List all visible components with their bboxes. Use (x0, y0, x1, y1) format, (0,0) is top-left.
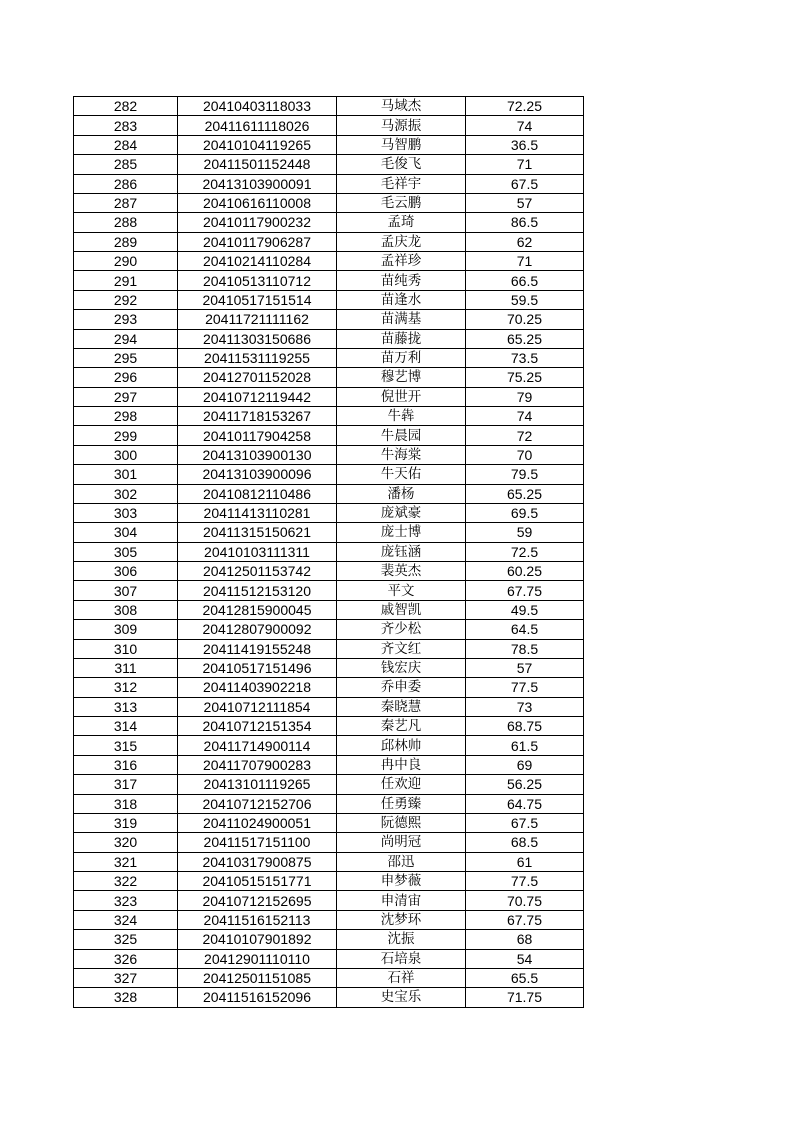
seq-number-cell: 311 (74, 658, 178, 677)
seq-number-cell: 299 (74, 426, 178, 445)
table-row (74, 600, 584, 619)
seq-number-cell: 296 (74, 368, 178, 387)
seq-number-cell: 320 (74, 833, 178, 852)
candidate-id-cell: 20413103900130 (178, 445, 337, 464)
table-row (74, 910, 584, 929)
candidate-name-cell: 牛海棠 (337, 445, 466, 464)
candidate-id-cell: 20410616110008 (178, 193, 337, 212)
candidate-id-cell: 20411611118026 (178, 116, 337, 135)
candidate-id-cell: 20410712119442 (178, 387, 337, 406)
candidate-name-cell: 马源振 (337, 116, 466, 135)
candidate-id-cell: 20411531119255 (178, 348, 337, 367)
seq-number-cell: 285 (74, 155, 178, 174)
table-row (74, 891, 584, 910)
candidate-name-cell: 戚智凯 (337, 600, 466, 619)
score-cell: 71.75 (466, 988, 584, 1007)
candidate-name-cell: 秦艺凡 (337, 717, 466, 736)
candidate-id-cell: 20411413110281 (178, 503, 337, 522)
seq-number-cell: 308 (74, 600, 178, 619)
score-cell: 59 (466, 523, 584, 542)
seq-number-cell: 288 (74, 213, 178, 232)
score-cell: 65.5 (466, 968, 584, 987)
candidate-id-cell: 20412807900092 (178, 620, 337, 639)
score-cell: 65.25 (466, 484, 584, 503)
score-cell: 54 (466, 949, 584, 968)
candidate-name-cell: 倪世开 (337, 387, 466, 406)
candidate-id-cell: 20410103111311 (178, 542, 337, 561)
seq-number-cell: 284 (74, 135, 178, 154)
candidate-name-cell: 毛祥宇 (337, 174, 466, 193)
table-row (74, 813, 584, 832)
seq-number-cell: 294 (74, 329, 178, 348)
candidate-id-cell: 20410117904258 (178, 426, 337, 445)
candidate-name-cell: 穆艺博 (337, 368, 466, 387)
table-row (74, 620, 584, 639)
candidate-name-cell: 任勇臻 (337, 794, 466, 813)
candidate-name-cell: 牛晨园 (337, 426, 466, 445)
score-table (73, 96, 584, 1008)
candidate-name-cell: 孟庆龙 (337, 232, 466, 251)
candidate-id-cell: 20410712111854 (178, 697, 337, 716)
table-row (74, 852, 584, 871)
seq-number-cell: 307 (74, 581, 178, 600)
candidate-id-cell: 20411024900051 (178, 813, 337, 832)
score-cell: 75.25 (466, 368, 584, 387)
table-row (74, 407, 584, 426)
candidate-id-cell: 20410117906287 (178, 232, 337, 251)
candidate-name-cell: 任欢迎 (337, 775, 466, 794)
score-cell: 86.5 (466, 213, 584, 232)
candidate-id-cell: 20411403902218 (178, 678, 337, 697)
candidate-name-cell: 沈梦环 (337, 910, 466, 929)
table-row (74, 465, 584, 484)
candidate-id-cell: 20412501153742 (178, 562, 337, 581)
table-row (74, 232, 584, 251)
candidate-name-cell: 马域杰 (337, 97, 466, 116)
candidate-id-cell: 20410515151771 (178, 872, 337, 891)
candidate-name-cell: 沈振 (337, 930, 466, 949)
table-row (74, 252, 584, 271)
table-row (74, 542, 584, 561)
candidate-id-cell: 20413101119265 (178, 775, 337, 794)
seq-number-cell: 302 (74, 484, 178, 503)
table-row (74, 193, 584, 212)
candidate-name-cell: 庞钰涵 (337, 542, 466, 561)
candidate-name-cell: 马智鹏 (337, 135, 466, 154)
candidate-name-cell: 毛俊飞 (337, 155, 466, 174)
table-row (74, 484, 584, 503)
score-cell: 74 (466, 407, 584, 426)
candidate-id-cell: 20411303150686 (178, 329, 337, 348)
table-row (74, 387, 584, 406)
seq-number-cell: 310 (74, 639, 178, 658)
candidate-id-cell: 20411516152096 (178, 988, 337, 1007)
seq-number-cell: 287 (74, 193, 178, 212)
score-cell: 70.25 (466, 310, 584, 329)
candidate-id-cell: 20412815900045 (178, 600, 337, 619)
score-cell: 67.75 (466, 910, 584, 929)
table-row (74, 678, 584, 697)
candidate-name-cell: 苗万利 (337, 348, 466, 367)
seq-number-cell: 316 (74, 755, 178, 774)
table-row (74, 988, 584, 1007)
candidate-name-cell: 齐少松 (337, 620, 466, 639)
candidate-name-cell: 苗满基 (337, 310, 466, 329)
table-row (74, 523, 584, 542)
candidate-id-cell: 20412701152028 (178, 368, 337, 387)
table-row (74, 697, 584, 716)
candidate-name-cell: 尚明冠 (337, 833, 466, 852)
score-cell: 67.5 (466, 174, 584, 193)
candidate-name-cell: 苗纯秀 (337, 271, 466, 290)
candidate-id-cell: 20410517151496 (178, 658, 337, 677)
seq-number-cell: 298 (74, 407, 178, 426)
candidate-id-cell: 20410317900875 (178, 852, 337, 871)
score-cell: 73 (466, 697, 584, 716)
table-row (74, 155, 584, 174)
seq-number-cell: 286 (74, 174, 178, 193)
seq-number-cell: 312 (74, 678, 178, 697)
seq-number-cell: 295 (74, 348, 178, 367)
seq-number-cell: 325 (74, 930, 178, 949)
score-cell: 59.5 (466, 290, 584, 309)
table-row (74, 213, 584, 232)
candidate-id-cell: 20413103900091 (178, 174, 337, 193)
candidate-id-cell: 20411721111162 (178, 310, 337, 329)
candidate-id-cell: 20411512153120 (178, 581, 337, 600)
table-row (74, 639, 584, 658)
score-cell: 74 (466, 116, 584, 135)
candidate-name-cell: 齐文红 (337, 639, 466, 658)
candidate-id-cell: 20410214110284 (178, 252, 337, 271)
score-cell: 69.5 (466, 503, 584, 522)
score-cell: 77.5 (466, 678, 584, 697)
candidate-name-cell: 申清宙 (337, 891, 466, 910)
candidate-name-cell: 秦晓慧 (337, 697, 466, 716)
score-cell: 69 (466, 755, 584, 774)
seq-number-cell: 327 (74, 968, 178, 987)
table-row (74, 775, 584, 794)
table-row (74, 426, 584, 445)
score-cell: 79 (466, 387, 584, 406)
candidate-id-cell: 20410712152706 (178, 794, 337, 813)
table-row (74, 329, 584, 348)
score-cell: 64.5 (466, 620, 584, 639)
seq-number-cell: 291 (74, 271, 178, 290)
table-row (74, 135, 584, 154)
candidate-name-cell: 庞斌豪 (337, 503, 466, 522)
candidate-name-cell: 邵迅 (337, 852, 466, 871)
table-row (74, 562, 584, 581)
table-row (74, 930, 584, 949)
seq-number-cell: 293 (74, 310, 178, 329)
score-cell: 72.5 (466, 542, 584, 561)
candidate-id-cell: 20413103900096 (178, 465, 337, 484)
seq-number-cell: 309 (74, 620, 178, 639)
seq-number-cell: 301 (74, 465, 178, 484)
score-cell: 78.5 (466, 639, 584, 658)
table-row (74, 97, 584, 116)
candidate-name-cell: 冉中良 (337, 755, 466, 774)
seq-number-cell: 323 (74, 891, 178, 910)
table-row (74, 174, 584, 193)
table-row (74, 717, 584, 736)
seq-number-cell: 292 (74, 290, 178, 309)
seq-number-cell: 321 (74, 852, 178, 871)
seq-number-cell: 314 (74, 717, 178, 736)
seq-number-cell: 319 (74, 813, 178, 832)
candidate-name-cell: 史宝乐 (337, 988, 466, 1007)
candidate-id-cell: 20410812110486 (178, 484, 337, 503)
seq-number-cell: 290 (74, 252, 178, 271)
seq-number-cell: 324 (74, 910, 178, 929)
seq-number-cell: 326 (74, 949, 178, 968)
candidate-id-cell: 20410104119265 (178, 135, 337, 154)
score-cell: 70.75 (466, 891, 584, 910)
score-cell: 79.5 (466, 465, 584, 484)
score-cell: 70 (466, 445, 584, 464)
candidate-id-cell: 20410513110712 (178, 271, 337, 290)
candidate-id-cell: 20411516152113 (178, 910, 337, 929)
seq-number-cell: 305 (74, 542, 178, 561)
score-cell: 36.5 (466, 135, 584, 154)
score-cell: 65.25 (466, 329, 584, 348)
seq-number-cell: 315 (74, 736, 178, 755)
candidate-name-cell: 牛犇 (337, 407, 466, 426)
candidate-id-cell: 20410107901892 (178, 930, 337, 949)
table-row (74, 833, 584, 852)
seq-number-cell: 300 (74, 445, 178, 464)
candidate-name-cell: 潘杨 (337, 484, 466, 503)
seq-number-cell: 318 (74, 794, 178, 813)
candidate-name-cell: 裴英杰 (337, 562, 466, 581)
candidate-name-cell: 邱林帅 (337, 736, 466, 755)
score-cell: 71 (466, 252, 584, 271)
score-cell: 49.5 (466, 600, 584, 619)
seq-number-cell: 328 (74, 988, 178, 1007)
score-cell: 77.5 (466, 872, 584, 891)
score-cell: 68.75 (466, 717, 584, 736)
score-cell: 60.25 (466, 562, 584, 581)
table-row (74, 658, 584, 677)
candidate-name-cell: 苗藤拢 (337, 329, 466, 348)
candidate-id-cell: 20412501151085 (178, 968, 337, 987)
candidate-name-cell: 钱宏庆 (337, 658, 466, 677)
candidate-id-cell: 20411419155248 (178, 639, 337, 658)
seq-number-cell: 317 (74, 775, 178, 794)
candidate-id-cell: 20411707900283 (178, 755, 337, 774)
candidate-name-cell: 苗逢水 (337, 290, 466, 309)
candidate-name-cell: 孟琦 (337, 213, 466, 232)
seq-number-cell: 282 (74, 97, 178, 116)
candidate-name-cell: 石祥 (337, 968, 466, 987)
table-row (74, 271, 584, 290)
candidate-id-cell: 20411714900114 (178, 736, 337, 755)
table-row (74, 949, 584, 968)
score-cell: 61.5 (466, 736, 584, 755)
candidate-name-cell: 石培泉 (337, 949, 466, 968)
table-row (74, 290, 584, 309)
candidate-id-cell: 20411517151100 (178, 833, 337, 852)
candidate-id-cell: 20410517151514 (178, 290, 337, 309)
table-row (74, 503, 584, 522)
candidate-name-cell: 乔申委 (337, 678, 466, 697)
seq-number-cell: 297 (74, 387, 178, 406)
seq-number-cell: 306 (74, 562, 178, 581)
candidate-name-cell: 阮德熙 (337, 813, 466, 832)
score-table-body (74, 97, 584, 1008)
score-cell: 66.5 (466, 271, 584, 290)
seq-number-cell: 322 (74, 872, 178, 891)
candidate-name-cell: 平文 (337, 581, 466, 600)
candidate-id-cell: 20410712152695 (178, 891, 337, 910)
candidate-name-cell: 牛天佑 (337, 465, 466, 484)
score-cell: 67.75 (466, 581, 584, 600)
score-cell: 68 (466, 930, 584, 949)
seq-number-cell: 283 (74, 116, 178, 135)
candidate-id-cell: 20410712151354 (178, 717, 337, 736)
candidate-name-cell: 孟祥珍 (337, 252, 466, 271)
score-cell: 61 (466, 852, 584, 871)
seq-number-cell: 303 (74, 503, 178, 522)
score-cell: 72 (466, 426, 584, 445)
table-row (74, 445, 584, 464)
candidate-id-cell: 20411718153267 (178, 407, 337, 426)
table-row (74, 968, 584, 987)
candidate-id-cell: 20411501152448 (178, 155, 337, 174)
candidate-id-cell: 20410403118033 (178, 97, 337, 116)
score-cell: 57 (466, 193, 584, 212)
candidate-id-cell: 20410117900232 (178, 213, 337, 232)
table-row (74, 794, 584, 813)
score-cell: 67.5 (466, 813, 584, 832)
candidate-name-cell: 申梦薇 (337, 872, 466, 891)
score-cell: 56.25 (466, 775, 584, 794)
table-row (74, 755, 584, 774)
score-cell: 68.5 (466, 833, 584, 852)
score-cell: 72.25 (466, 97, 584, 116)
table-row (74, 368, 584, 387)
table-row (74, 310, 584, 329)
table-row (74, 581, 584, 600)
score-cell: 57 (466, 658, 584, 677)
candidate-name-cell: 毛云鹏 (337, 193, 466, 212)
candidate-id-cell: 20412901110110 (178, 949, 337, 968)
score-cell: 73.5 (466, 348, 584, 367)
seq-number-cell: 304 (74, 523, 178, 542)
table-row (74, 116, 584, 135)
score-cell: 71 (466, 155, 584, 174)
score-cell: 64.75 (466, 794, 584, 813)
candidate-id-cell: 20411315150621 (178, 523, 337, 542)
table-row (74, 736, 584, 755)
table-row (74, 348, 584, 367)
score-cell: 62 (466, 232, 584, 251)
candidate-name-cell: 庞士博 (337, 523, 466, 542)
seq-number-cell: 289 (74, 232, 178, 251)
seq-number-cell: 313 (74, 697, 178, 716)
table-row (74, 872, 584, 891)
